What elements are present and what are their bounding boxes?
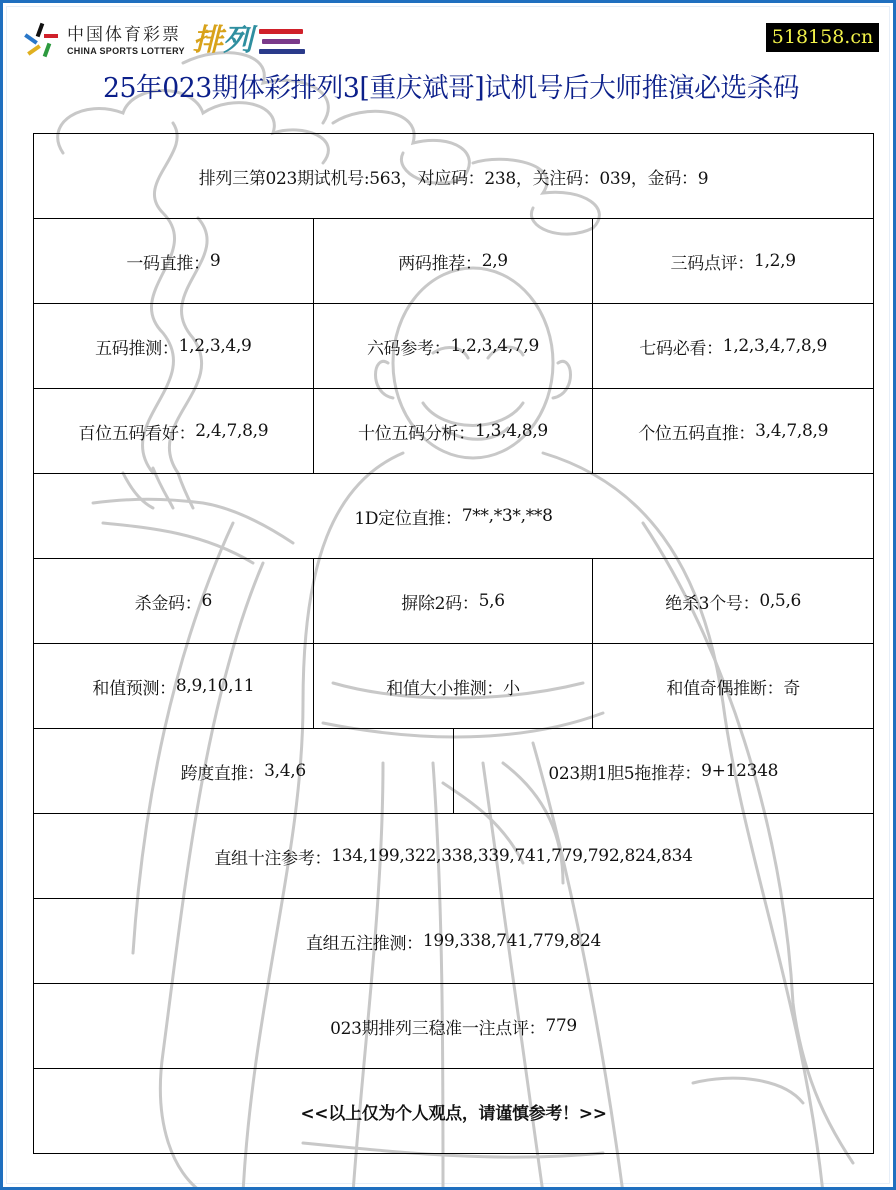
cell-label: 三码点评： [670, 253, 755, 274]
direct-five-bets-cell [34, 899, 874, 984]
cell-label: 和值大小推测： [386, 678, 504, 699]
logo-name-cn: 中国体育彩票 [67, 25, 181, 45]
one-code-cell [34, 219, 314, 304]
tens-five-code-cell [314, 389, 594, 474]
cell-label: 两码推荐： [398, 253, 482, 274]
cell-label: 跨度直推： [180, 763, 265, 784]
cell-label: 个位五码直推： [638, 423, 756, 444]
cell-value: 2,9 [481, 251, 508, 271]
cell-label: 023期排列三稳准一注点评： [330, 1018, 546, 1039]
cell-value: 9 [209, 251, 221, 271]
three-code-cell [593, 219, 874, 304]
cell-value: 9+12348 [701, 761, 779, 781]
five-code-cell [34, 304, 314, 389]
span-cell [34, 729, 454, 814]
table-row [34, 984, 874, 1069]
game-name-char-3-stripes [259, 26, 305, 56]
kill-three-numbers-cell [593, 559, 874, 644]
1d-position-cell [34, 474, 874, 559]
cell-label: 一码直推： [126, 253, 210, 274]
cell-value: 小 [503, 678, 520, 699]
game-name-char-2: 列 [222, 23, 253, 58]
one-bold-five-drag-cell [454, 729, 875, 814]
game-name-char-1: 排 [192, 23, 223, 58]
game-name-logo [193, 21, 305, 61]
cell-label: 和值预测： [92, 678, 176, 699]
cell-value: 1,2,3,4,7,9 [450, 336, 540, 356]
cell-label: 七码必看： [639, 338, 723, 359]
cell-value: 1,2,3,4,9 [178, 336, 252, 356]
cell-value: 6 [201, 591, 212, 611]
cell-label: 绝杀3个号： [665, 593, 760, 614]
cell-value: 1,2,9 [754, 251, 796, 271]
cell-label: 十位五码分析： [358, 423, 475, 444]
sum-parity-cell [593, 644, 874, 729]
cell-value: 134,199,322,338,339,741,779,792,824,834 [331, 846, 693, 866]
page-title: 25年023期体彩排列3[重庆斌哥]试机号后大师推演必选杀码 [102, 73, 800, 104]
table-row [34, 814, 874, 899]
cell-value: 1,3,4,8,9 [474, 421, 548, 441]
exclude-two-code-cell [314, 559, 594, 644]
single-bet-cell [34, 984, 874, 1069]
cell-label: 023期1胆5拖推荐： [548, 763, 702, 784]
sum-size-cell [314, 644, 594, 729]
cell-value: 8,9,10,11 [175, 676, 255, 696]
cell-value: 1,2,3,4,7,8,9 [722, 336, 828, 356]
cell-value: 3,4,7,8,9 [755, 421, 829, 441]
table-row [34, 219, 874, 304]
cell-label: 百位五码看好： [78, 423, 196, 444]
cell-label: 直组五注推测： [305, 933, 423, 954]
cell-label: 杀金码： [134, 593, 202, 614]
china-sports-lottery-logo [21, 19, 305, 63]
cell-value: 7**,*3*,**8 [461, 506, 553, 526]
table-row [34, 899, 874, 984]
two-code-cell [314, 219, 594, 304]
table-row [34, 389, 874, 474]
table-row [34, 134, 874, 219]
cell-value: 779 [545, 1016, 577, 1036]
kill-gold-code-cell [34, 559, 314, 644]
direct-ten-bets-cell [34, 814, 874, 899]
disclaimer-note: <<以上仅为个人观点，请谨慎参考！>> [34, 1069, 874, 1154]
site-badge: 518158.cn [766, 23, 879, 52]
six-code-cell [314, 304, 594, 389]
table-row [34, 474, 874, 559]
hundreds-five-code-cell [34, 389, 314, 474]
cell-value: 3,4,6 [264, 761, 306, 781]
cell-label: 直组十注参考： [214, 848, 332, 869]
table-row [34, 644, 874, 729]
prediction-table [33, 133, 874, 1154]
cell-label: 和值奇偶推断： [666, 678, 784, 699]
cell-label: 六码参考： [366, 338, 451, 359]
cell-value: 2,4,7,8,9 [195, 421, 269, 441]
table-row [34, 1069, 874, 1154]
cell-label: 五码推测： [95, 338, 179, 359]
sum-prediction-cell [34, 644, 314, 729]
table-row [34, 729, 874, 814]
logo-name-en: CHINA SPORTS LOTTERY [67, 46, 185, 56]
table-row [34, 559, 874, 644]
cell-value: 奇 [783, 678, 800, 699]
cell-value: 5,6 [478, 591, 505, 611]
table-row [34, 304, 874, 389]
test-number-summary: 排列三第023期试机号:563，对应码：238，关注码：039，金码：9 [34, 134, 874, 219]
cell-label: 1D定位直推： [354, 508, 462, 529]
lottery-star-icon [21, 21, 61, 61]
units-five-code-cell [593, 389, 874, 474]
cell-label: 摒除2码： [401, 593, 479, 614]
cell-value: 0,5,6 [759, 591, 802, 611]
cell-value: 199,338,741,779,824 [422, 931, 602, 951]
seven-code-cell [593, 304, 874, 389]
